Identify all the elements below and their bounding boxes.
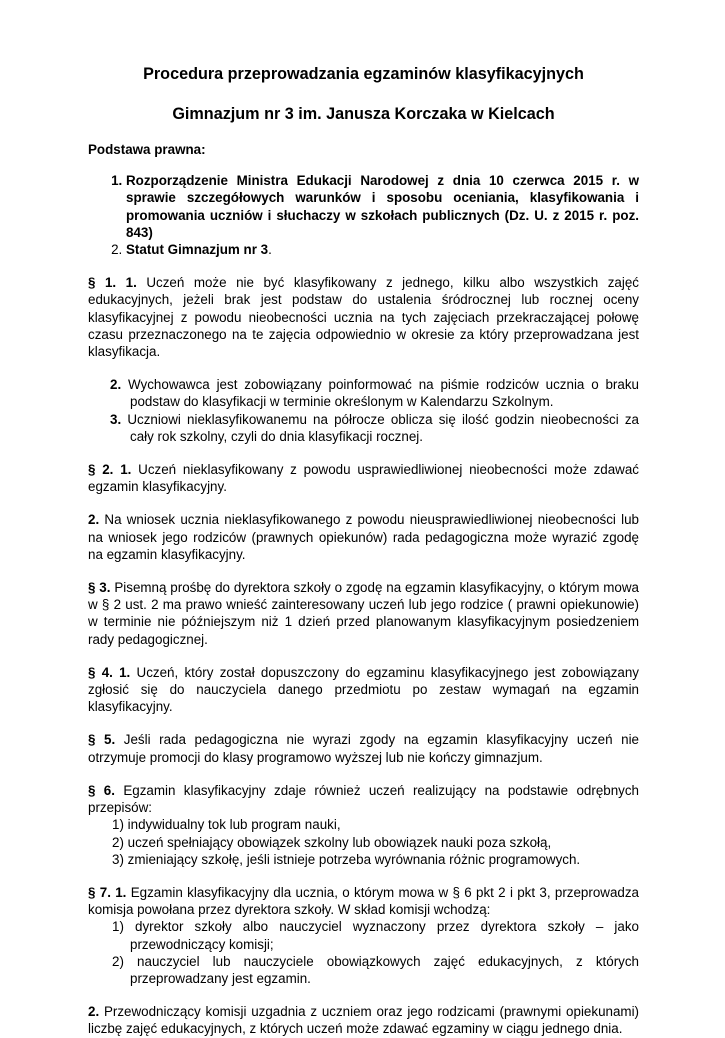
document-page bbox=[88, 56, 639, 1038]
section-7-paragraph-2: 2. Przewodniczący komisji uzgadnia z uczniem oraz jego rodzicami (prawnymi opiekunami) liczbę zajęć edukacyjnych, z których uczeń może zdawać egzaminy w ciągu jednego dnia. bbox=[88, 1004, 639, 1037]
list-item: 2) nauczyciel lub nauczyciele obowiązkowych zajęć edukacyjnych, z których przeprowadzany jest egzamin. bbox=[112, 953, 639, 986]
document-title: Procedura przeprowadzania egzaminów klasyfikacyjnych bbox=[143, 65, 584, 83]
section-6-list bbox=[88, 816, 639, 868]
section-2-paragraph-2: 2. Na wniosek ucznia nieklasyfikowanego z powodu nieusprawiedliwionej nieobecności lub na wniosek jego rodziców (prawnych opiekunów) rada pedagogiczna może wyrazić zgodę na egzamin klasyfikacyjny. bbox=[88, 512, 639, 562]
section-5-paragraph: § 5. Jeśli rada pedagogiczna nie wyrazi zgody na egzamin klasyfikacyjny uczeń nie otrzymuje promocji do klasy programowo wyższej lub nie kończy gimnazjum. bbox=[88, 732, 639, 765]
section-7-list bbox=[88, 918, 639, 987]
list-item: 2) uczeń spełniający obowiązek szkolny lub obowiązek nauki poza szkołą, bbox=[112, 834, 552, 850]
section-7-paragraph-1: § 7. 1. Egzamin klasyfikacyjny dla ucznia, o którym mowa w § 6 pkt 2 i pkt 3, przeprowadza komisja powołana przez dyrektora szkoły. W skład komisji wchodzą: bbox=[88, 884, 639, 918]
section-4-paragraph: § 4. 1. Uczeń, który został dopuszczony do egzaminu klasyfikacyjnego jest zobowiązany zgłosić się do nauczyciela danego przedmiotu po zestaw wymagań na egzamin klasyfikacyjny. bbox=[88, 664, 639, 715]
section-1-paragraph-3: 3. Uczniowi nieklasyfikowanemu na półrocze oblicza się ilość godzin nieobecności za cały rok szkolny, czyli do dnia klasyfikacji rocznej. bbox=[110, 411, 639, 444]
school-name: Gimnazjum nr 3 im. Janusza Korczaka w Kielcach bbox=[172, 105, 555, 123]
section-3-paragraph: § 3. Pisemną prośbę do dyrektora szkoły o zgodę na egzamin klasyfikacyjny, o którym mowa w § 2 ust. 2 ma prawo wnieść zainteresowany uczeń lub jego rodzice ( prawni opiekunowie) w terminie nie późniejszym niż 1 dzień przed planowanym klasyfikacyjnym posiedzeniem rady pedagogicznej. bbox=[88, 580, 639, 647]
legal-basis-item: 2. Statut Gimnazjum nr 3. bbox=[126, 241, 639, 258]
list-item: 3) zmieniający szkołę, jeśli istnieje potrzeba wyrównania różnic programowych. bbox=[112, 851, 581, 867]
section-1-paragraph-2: 2. Wychowawca jest zobowiązany poinformować na piśmie rodziców ucznia o braku podstaw do klasyfikacji w terminie określonym w Kalendarzu Szkolnym. bbox=[110, 377, 639, 410]
section-2-paragraph-1: § 2. 1. Uczeń nieklasyfikowany z powodu usprawiedliwionej nieobecności może zdawać egzamin klasyfikacyjny. bbox=[88, 462, 639, 495]
legal-basis-label: Podstawa prawna: bbox=[88, 142, 206, 157]
section-6-paragraph: § 6. Egzamin klasyfikacyjny zdaje również uczeń realizujący na podstawie odrębnych przepisów: bbox=[88, 782, 639, 816]
list-item: 1) dyrektor szkoły albo nauczyciel wyznaczony przez dyrektora szkoły – jako przewodniczący komisji; bbox=[112, 919, 640, 952]
legal-basis-item: 1. Rozporządzenie Ministra Edukacji Narodowej z dnia 10 czerwca 2015 r. w sprawie szczegółowych warunków i sposobu oceniania, klasyfikowania i promowania uczniów i słuchaczy w szkołach publicznych (Dz. U. z 2015 r. poz. 843) bbox=[126, 172, 639, 241]
section-1-paragraph-1: § 1. 1. Uczeń może nie być klasyfikowany z jednego, kilku albo wszystkich zajęć edukacyjnych, jeżeli brak jest podstaw do ustalenia śródrocznej lub rocznej oceny klasyfikacyjnej z powodu nieobecności ucznia na tych zajęciach przekraczającej połowę czasu przeznaczonego na te zajęcia odpowiednio w okresie za który przeprowadzana jest klasyfikacja. bbox=[88, 275, 639, 360]
legal-basis-list bbox=[88, 172, 639, 258]
list-item: 1) indywidualny tok lub program nauki, bbox=[112, 817, 341, 833]
